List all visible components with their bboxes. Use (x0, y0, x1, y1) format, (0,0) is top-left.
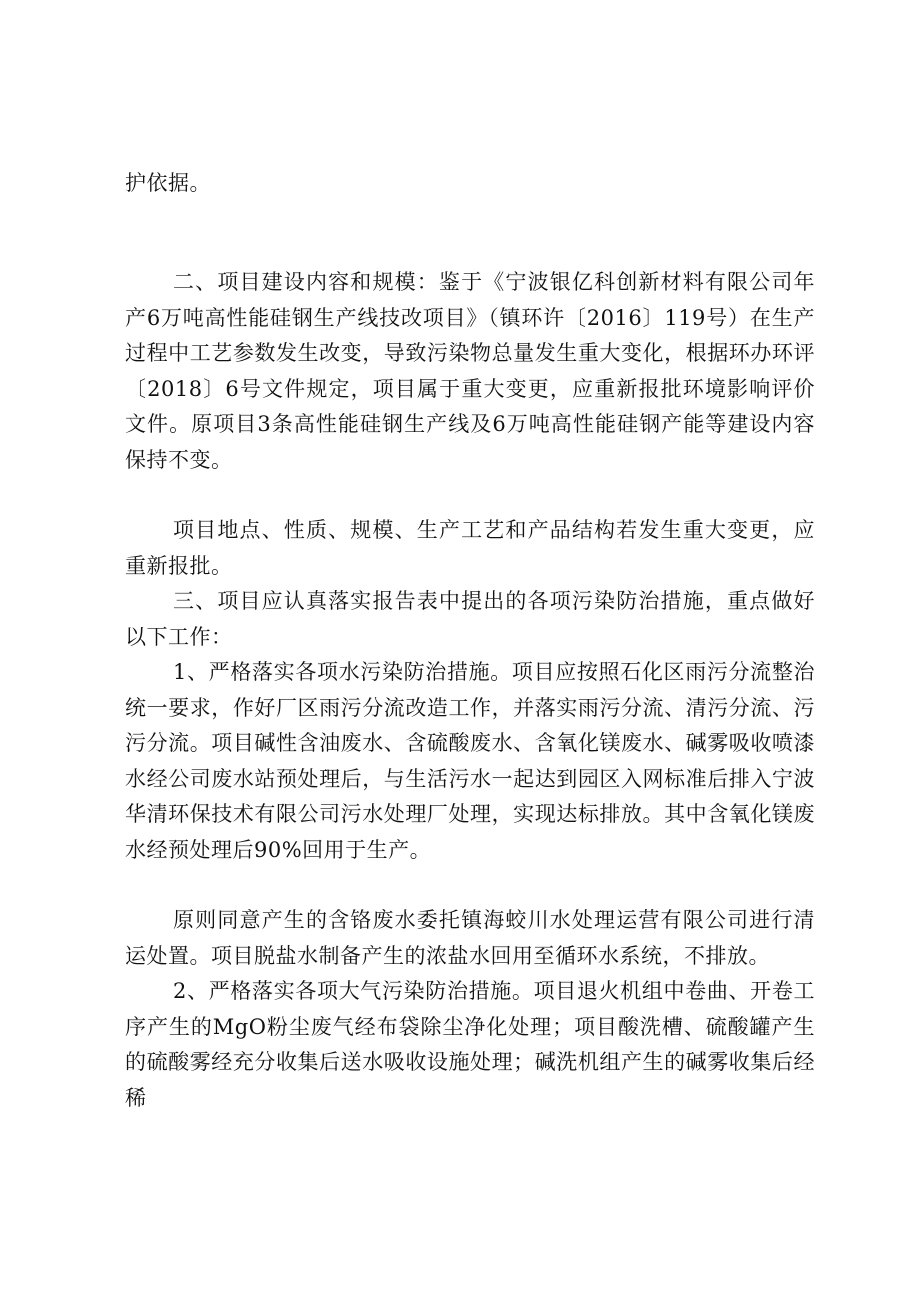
paragraph-water-pollution: 1、严格落实各项水污染防治措施。项目应按照石化区雨污分流整治统一要求，作好厂区雨污分流改造工作，并落实雨污分流、清污分流、污污分流。项目碱性含油废水、含硫酸废水、含氧化镁废水、碱雾吸收喷漆水经公司废水站预处理后，与生活污水一起达到园区入网标准后排入宁波华清环保技术有限公司污水处理厂处理，实现达标排放。其中含氧化镁废水经预处理后90%回用于生产。 (125, 660, 815, 862)
paragraph-major-change: 项目地点、性质、规模、生产工艺和产品结构若发生重大变更，应重新报批。 (125, 518, 815, 578)
paragraph-chromium-wastewater: 原则同意产生的含铬废水委托镇海蛟川水处理运营有限公司进行清运处置。项目脱盐水制备产生的浓盐水回用至循环水系统，不排放。 (125, 908, 815, 968)
paragraph-air-pollution: 2、严格落实各项大气污染防治措施。项目退火机组中卷曲、开卷工序产生的MgO粉尘废气经布袋除尘净化处理；项目酸洗槽、硫酸罐产生的硫酸雾经充分收集后送水吸收设施处理；碱洗机组产生的碱雾收集后经稀 (125, 979, 815, 1110)
paragraph-continuation: 护依据。 (125, 171, 211, 195)
paragraph-pollution-measures: 三、项目应认真落实报告表中提出的各项污染防治措施，重点做好以下工作： (125, 589, 815, 649)
paragraph-project-scope: 二、项目建设内容和规模：鉴于《宁波银亿科创新材料有限公司年产6万吨高性能硅钢生产线技改项目》（镇环许〔2016〕119号）在生产过程中工艺参数发生改变，导致污染物总量发生重大变化，根据环办环评〔2018〕6号文件规定，项目属于重大变更，应重新报批环境影响评价文件。原项目3条高性能硅钢生产线及6万吨高性能硅钢产能等建设内容保持不变。 (125, 270, 815, 472)
